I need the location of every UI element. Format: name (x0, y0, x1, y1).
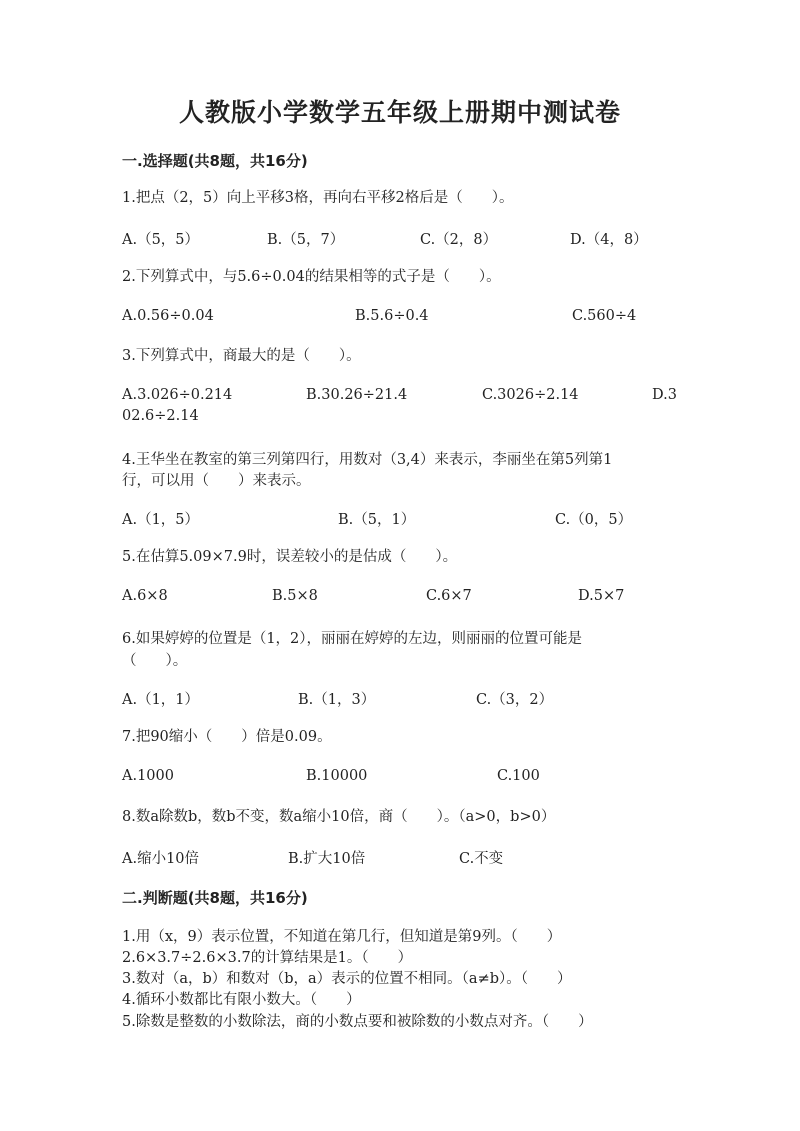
question-2: 2.下列算式中，与5.6÷0.04的结果相等的式子是（ ）。 (122, 269, 501, 285)
q4-option-a: A.（1，5） (122, 512, 200, 528)
section-heading-choice: 一.选择题(共8题，共16分) (122, 152, 308, 170)
q6-option-c: C.（3，2） (476, 692, 554, 708)
question-6-line-1: 6.如果婷婷的位置是（1，2），丽丽在婷婷的左边，则丽丽的位置可能是 (122, 631, 583, 647)
page-title: 人教版小学数学五年级上册期中测试卷 (178, 98, 621, 127)
question-8: 8.数a除数b，数b不变，数a缩小10倍，商（ ）。（a>0，b>0） (122, 809, 556, 825)
q7-option-c: C.100 (497, 768, 540, 784)
question-4-line-2: 行，可以用（ ）来表示。 (122, 473, 311, 489)
question-7: 7.把90缩小（ ）倍是0.09。 (122, 729, 332, 745)
q8-option-b: B.扩大10倍 (288, 851, 366, 867)
q1-option-d: D.（4，8） (570, 232, 648, 248)
section-heading-judge: 二.判断题(共8题，共16分) (122, 889, 308, 907)
q8-option-c: C.不变 (459, 851, 504, 867)
judge-question-1: 1.用（x，9）表示位置，不知道在第几行，但知道是第9列。（ ） (122, 929, 562, 945)
judge-question-2: 2.6×3.7÷2.6×3.7的计算结果是1。（ ） (122, 950, 413, 966)
question-3: 3.下列算式中，商最大的是（ ）。 (122, 348, 361, 364)
q4-option-b: B.（5，1） (338, 512, 416, 528)
q3-option-c: C.3026÷2.14 (482, 387, 579, 403)
judge-question-4: 4.循环小数都比有限小数大。（ ） (122, 992, 361, 1008)
q3-option-d-continuation: 02.6÷2.14 (122, 408, 199, 424)
judge-question-3: 3.数对（a，b）和数对（b，a）表示的位置不相同。（a≠b）。（ ） (122, 971, 572, 987)
q3-option-d: D.3 (652, 387, 677, 403)
q4-option-c: C.（0，5） (555, 512, 633, 528)
question-4-line-1: 4.王华坐在教室的第三列第四行，用数对（3,4）来表示，李丽坐在第5列第1 (122, 452, 613, 468)
q2-option-b: B.5.6÷0.4 (355, 308, 429, 324)
question-1: 1.把点（2，5）向上平移3格，再向右平移2格后是（ ）。 (122, 190, 514, 206)
q5-option-a: A.6×8 (122, 588, 168, 604)
q3-option-b: B.30.26÷21.4 (306, 387, 408, 403)
q2-option-c: C.560÷4 (572, 308, 637, 324)
question-5: 5.在估算5.09×7.9时，误差较小的是估成（ ）。 (122, 549, 458, 565)
q7-option-a: A.1000 (122, 768, 174, 784)
q5-option-d: D.5×7 (578, 588, 625, 604)
q1-option-a: A.（5，5） (122, 232, 200, 248)
q5-option-b: B.5×8 (272, 588, 318, 604)
judge-question-5: 5.除数是整数的小数除法，商的小数点要和被除数的小数点对齐。（ ） (122, 1014, 593, 1030)
q6-option-b: B.（1，3） (298, 692, 376, 708)
q5-option-c: C.6×7 (426, 588, 472, 604)
q6-option-a: A.（1，1） (122, 692, 200, 708)
q1-option-b: B.（5，7） (267, 232, 345, 248)
q1-option-c: C.（2，8） (420, 232, 498, 248)
q3-option-a: A.3.026÷0.214 (122, 387, 233, 403)
question-6-line-2: （ ）。 (122, 653, 188, 669)
q2-option-a: A.0.56÷0.04 (122, 308, 214, 324)
q7-option-b: B.10000 (306, 768, 368, 784)
q8-option-a: A.缩小10倍 (122, 851, 200, 867)
